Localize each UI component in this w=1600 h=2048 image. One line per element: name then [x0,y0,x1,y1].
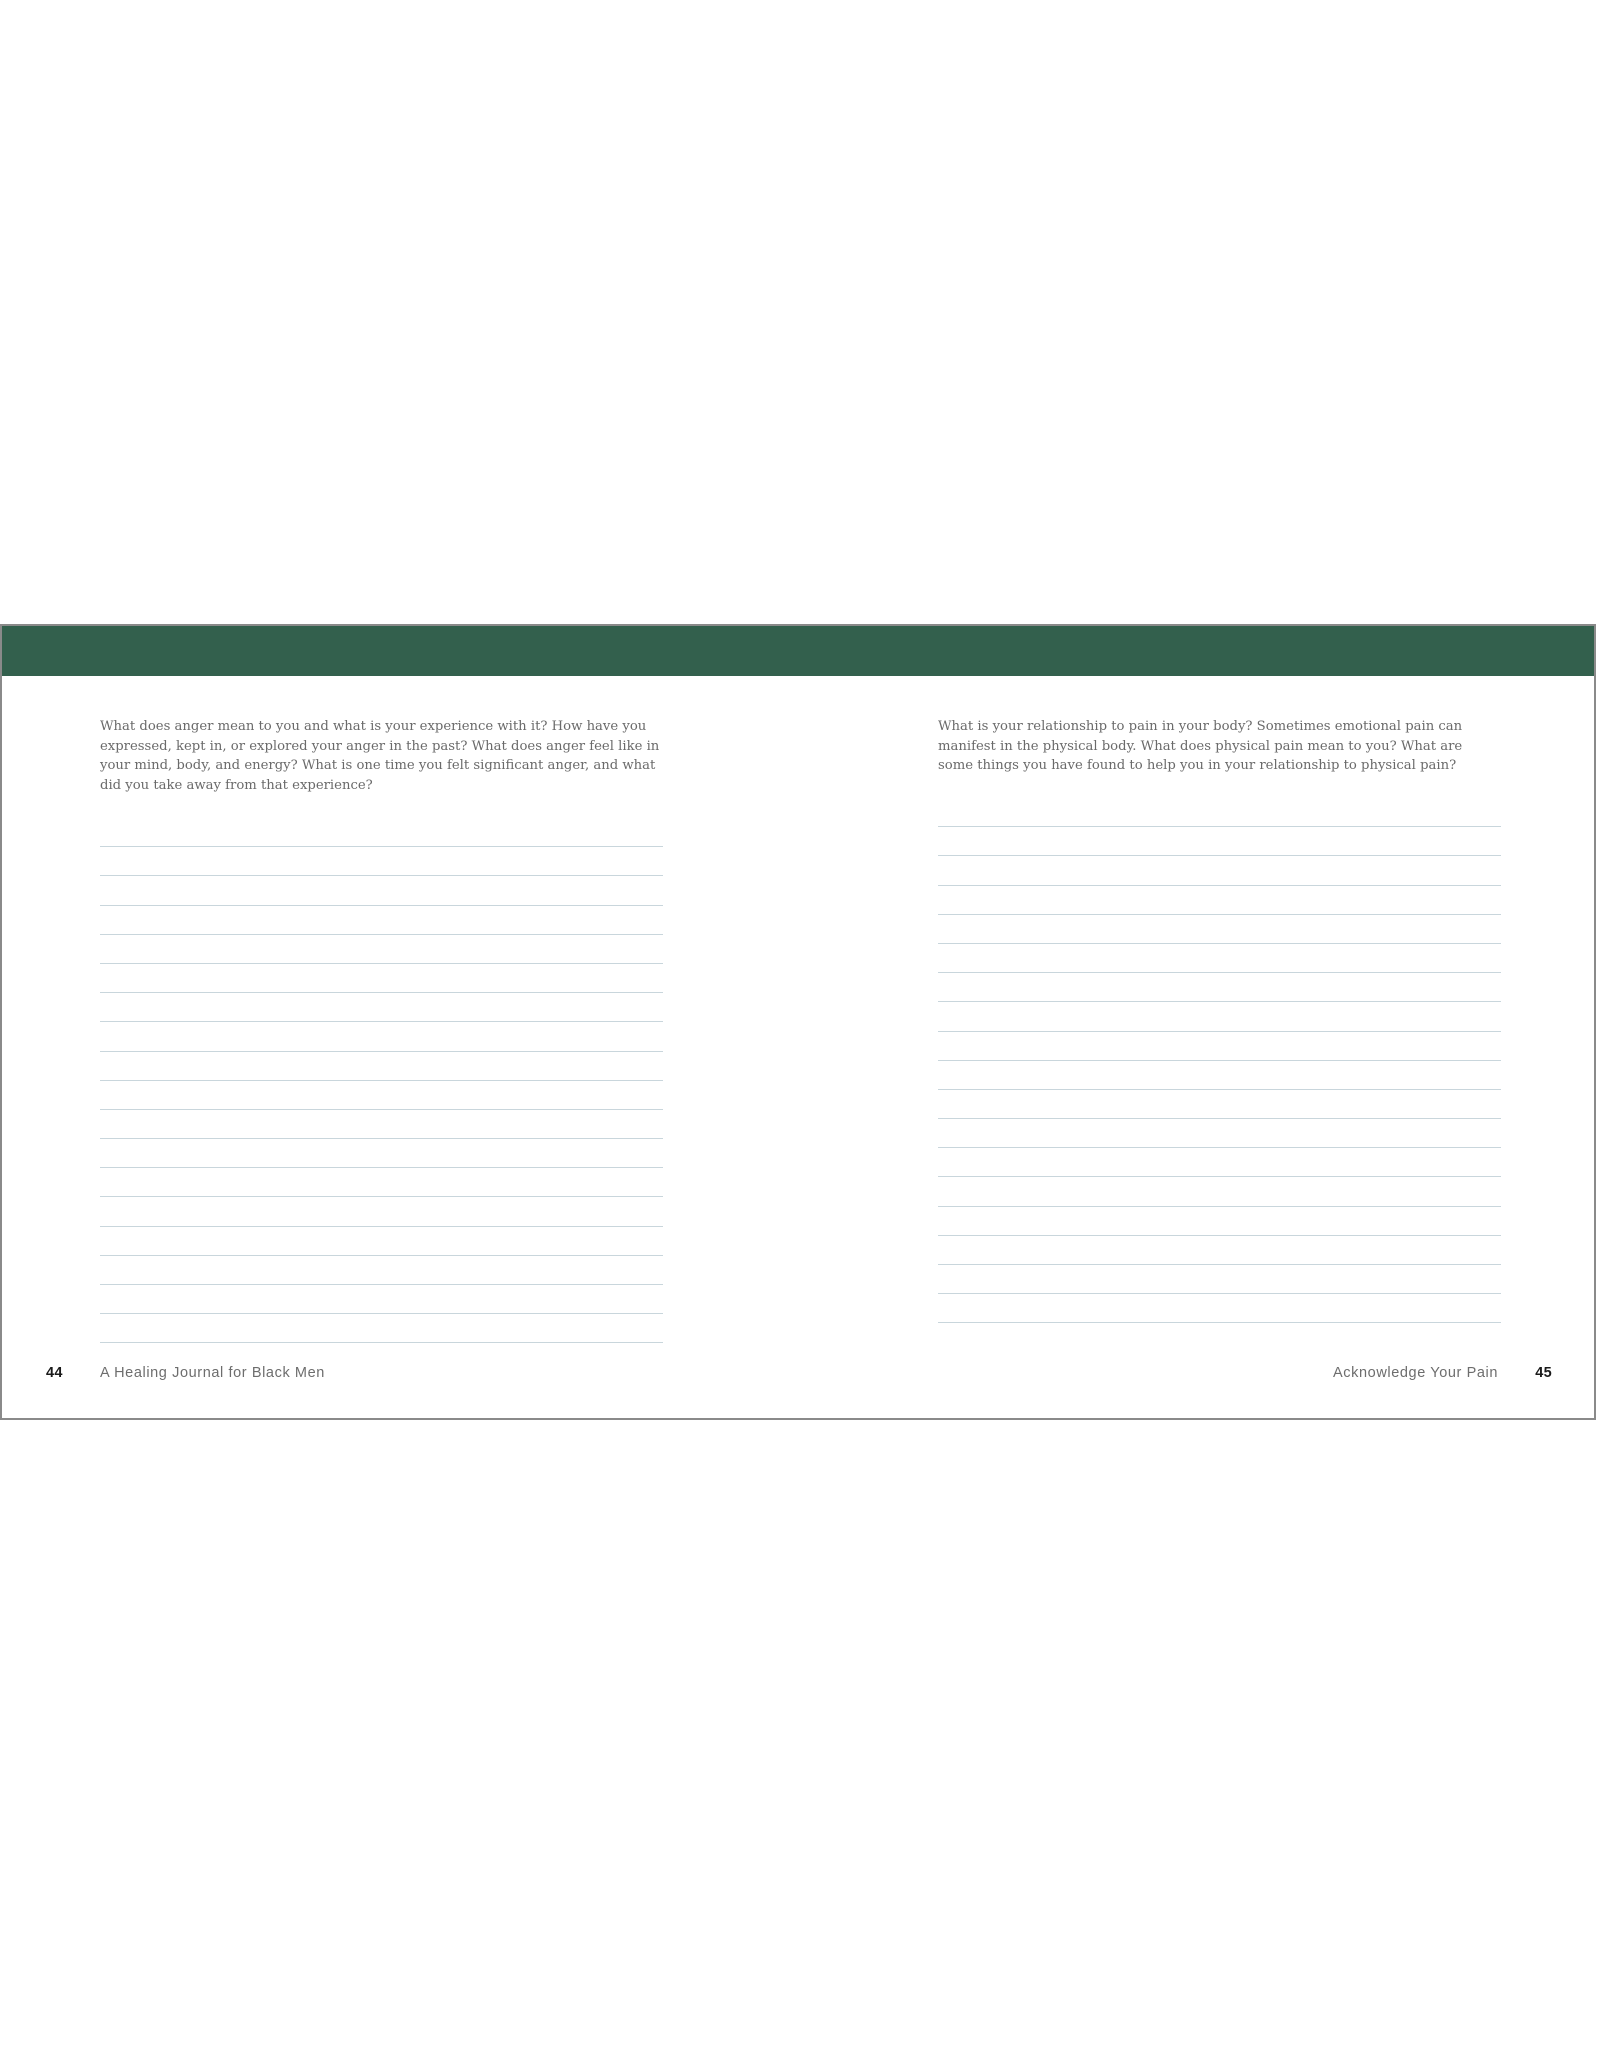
book-spread [0,624,1596,1420]
writing-line[interactable] [938,1061,1501,1090]
writing-line[interactable] [100,1285,663,1314]
writing-line[interactable] [100,1081,663,1110]
journal-prompt: What does anger mean to you and what is your experience with it? How have you expressed, kept in, or explored your anger in the past? What does anger feel like in your mind, body, and energy? What is one time you felt significant anger, and what did you take away from that experience? [100,719,660,793]
writing-line[interactable] [938,1090,1501,1119]
writing-line[interactable] [100,935,663,964]
writing-line[interactable] [938,944,1501,973]
writing-line[interactable] [938,1177,1501,1206]
writing-line[interactable] [100,876,663,905]
writing-line[interactable] [938,827,1501,856]
writing-line[interactable] [938,973,1501,1002]
journal-prompt: What is your relationship to pain in your body? Sometimes emotional pain can manifest in the physical body. What does physical pain mean to you? What are some things you have found to help you in your relationship to physical pain? [938,719,1463,773]
writing-line[interactable] [938,856,1501,885]
writing-line[interactable] [100,1197,663,1226]
writing-line[interactable] [100,847,663,876]
header-color-band [2,626,1594,676]
writing-line[interactable] [938,1236,1501,1265]
writing-line[interactable] [100,818,663,847]
writing-line[interactable] [100,1139,663,1168]
writing-line[interactable] [938,1032,1501,1061]
writing-line[interactable] [100,1110,663,1139]
right-page [800,676,1596,1420]
writing-line[interactable] [938,915,1501,944]
writing-line[interactable] [938,1148,1501,1177]
running-head: Acknowledge Your Pain [1333,1365,1498,1381]
writing-line[interactable] [938,1207,1501,1236]
writing-line[interactable] [938,798,1501,827]
writing-line[interactable] [100,1168,663,1197]
writing-line[interactable] [100,906,663,935]
running-head: A Healing Journal for Black Men [100,1365,325,1381]
writing-line[interactable] [938,1294,1501,1323]
writing-line[interactable] [100,1227,663,1256]
writing-line[interactable] [100,964,663,993]
writing-line[interactable] [100,1022,663,1051]
writing-line[interactable] [938,886,1501,915]
writing-line[interactable] [938,1119,1501,1148]
left-page [2,676,800,1420]
writing-line[interactable] [100,1256,663,1285]
writing-lines[interactable] [938,798,1501,1323]
writing-line[interactable] [100,1314,663,1343]
writing-lines[interactable] [100,818,663,1343]
writing-line[interactable] [938,1265,1501,1294]
page-number: 44 [46,1365,63,1381]
writing-line[interactable] [938,1002,1501,1031]
writing-line[interactable] [100,1052,663,1081]
writing-line[interactable] [100,993,663,1022]
page-number: 45 [1535,1365,1552,1381]
